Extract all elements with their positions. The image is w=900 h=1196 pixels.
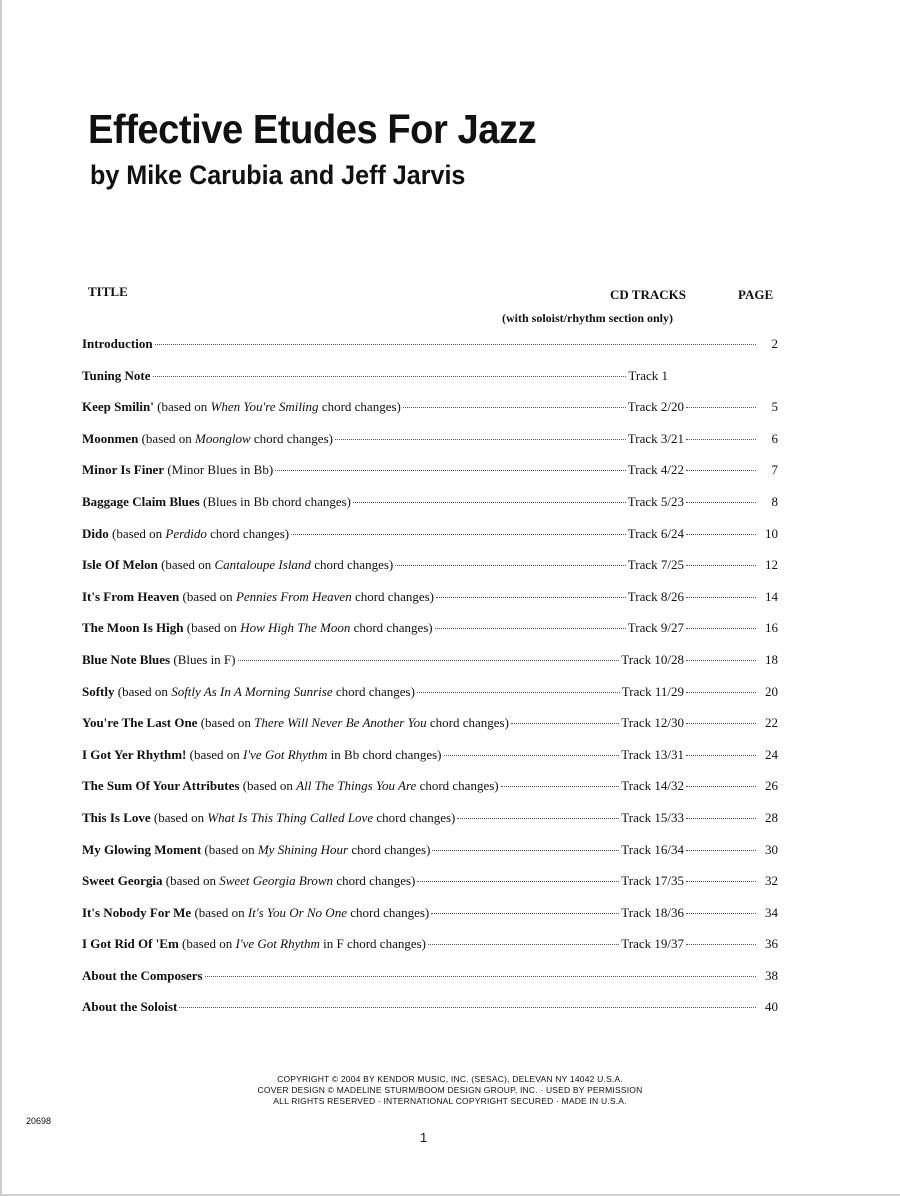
dot-leader xyxy=(686,439,756,440)
toc-entry-description: (based on xyxy=(108,525,166,541)
toc-page-number: 34 xyxy=(765,904,778,920)
toc-page-number: 14 xyxy=(765,588,778,604)
dot-leader xyxy=(403,407,626,408)
toc-entry xyxy=(82,842,430,858)
toc-track: Track 6/24 xyxy=(627,525,684,541)
toc-entry-description: (based on xyxy=(150,809,208,825)
toc-entry-description: chord changes) xyxy=(310,557,394,573)
toc-row xyxy=(82,494,778,526)
dot-leader xyxy=(432,850,619,851)
toc-row xyxy=(82,652,778,684)
toc-entry xyxy=(82,936,426,952)
dot-leader xyxy=(457,818,619,819)
toc-track: Track 9/27 xyxy=(627,620,684,636)
toc-entry xyxy=(82,747,442,763)
toc-row xyxy=(82,399,778,431)
toc-row xyxy=(82,557,778,589)
toc-entry-name: Isle Of Melon xyxy=(82,557,158,573)
toc-page-number: 2 xyxy=(771,336,778,351)
toc-row xyxy=(82,936,778,968)
toc-entry-description: in F chord changes) xyxy=(319,936,426,952)
toc-row xyxy=(82,431,778,463)
toc-entry-name: The Sum Of Your Attributes xyxy=(82,778,240,794)
dot-leader xyxy=(686,407,756,408)
toc-entry-description: chord changes) xyxy=(426,715,509,731)
toc-row xyxy=(82,715,778,747)
toc-track: Track 14/32 xyxy=(621,778,684,794)
toc-entry xyxy=(82,999,177,1015)
dot-leader xyxy=(353,502,626,503)
dot-leader xyxy=(291,534,626,535)
dot-leader xyxy=(686,850,756,851)
toc-track: Track 16/34 xyxy=(621,841,684,857)
toc-page-number: 10 xyxy=(765,525,778,541)
toc-row xyxy=(82,462,778,494)
toc-page-number: 36 xyxy=(765,936,778,952)
toc-row xyxy=(82,905,778,937)
toc-entry-description: chord changes) xyxy=(346,904,430,920)
toc-row xyxy=(82,999,778,1031)
toc-entry-name: Softly xyxy=(82,683,115,699)
dot-leader xyxy=(501,786,620,787)
toc-entry-description: (based on xyxy=(183,620,241,636)
toc-entry xyxy=(82,968,203,984)
toc-page-number: 22 xyxy=(765,715,778,731)
toc-entry-description: (Minor Blues in Bb) xyxy=(164,462,274,478)
toc-track: Track 11/29 xyxy=(621,683,684,699)
toc-row xyxy=(82,684,778,716)
toc-row xyxy=(82,336,778,368)
toc-entry-name: Dido xyxy=(82,525,109,541)
copyright-line: ALL RIGHTS RESERVED · INTERNATIONAL COPYRIGHT SECURED · MADE IN U.S.A. xyxy=(273,1096,627,1106)
toc-entry xyxy=(82,620,433,636)
toc-entry-source-tune: Softly As In A Morning Sunrise xyxy=(171,683,333,699)
toc-entry-description: (based on xyxy=(179,588,236,604)
dot-leader xyxy=(686,565,756,566)
toc-entry-source-tune: Moonglow xyxy=(195,430,251,446)
toc-entry-name: Moonmen xyxy=(82,430,139,446)
toc-entry-name: Introduction xyxy=(82,336,153,351)
toc-entry-source-tune: How High The Moon xyxy=(240,620,351,636)
toc-entry-source-tune: I've Got Rhythm xyxy=(235,936,320,952)
toc-track: Track 8/26 xyxy=(627,588,684,604)
toc-entry-source-tune: My Shining Hour xyxy=(257,841,349,857)
toc-track: Track 12/30 xyxy=(621,715,684,731)
dot-leader xyxy=(155,344,756,345)
toc-track: Track 13/31 xyxy=(621,746,684,762)
toc-row xyxy=(82,873,778,905)
catalog-number: 20698 xyxy=(26,1116,52,1126)
toc-row xyxy=(82,620,778,652)
toc-page-number: 30 xyxy=(765,841,778,857)
toc-entry-name: About the Composers xyxy=(82,967,203,983)
toc-entry-description: (based on xyxy=(162,873,220,889)
toc-entry-description: (Blues in Bb chord changes) xyxy=(199,493,352,509)
dot-leader xyxy=(417,692,620,693)
toc-page-number: 32 xyxy=(765,873,778,889)
toc-entry xyxy=(82,778,499,794)
dot-leader xyxy=(275,470,626,471)
toc-entry-name: Tuning Note xyxy=(82,367,151,383)
toc-entry-source-tune: All The Things You Are xyxy=(296,778,417,794)
dot-leader xyxy=(686,723,756,724)
dot-leader xyxy=(428,944,619,945)
book-title: Effective Etudes For Jazz xyxy=(88,106,537,152)
toc-page-number: 8 xyxy=(771,493,778,509)
toc-row xyxy=(82,589,778,621)
page-number: 1 xyxy=(420,1130,428,1145)
toc-entry-description: (based on xyxy=(153,399,211,415)
dot-leader xyxy=(238,660,620,661)
toc-row xyxy=(82,368,778,400)
toc-entry-source-tune: Cantaloupe Island xyxy=(214,557,311,573)
toc-entry-source-tune: Perdido xyxy=(165,525,207,541)
toc-track: Track 2/20 xyxy=(627,399,684,415)
copyright-notice xyxy=(0,1074,900,1107)
dot-leader xyxy=(436,597,626,598)
toc-entry-name: Baggage Claim Blues xyxy=(82,493,200,509)
toc-entry-name: My Glowing Moment xyxy=(82,841,202,857)
toc-entry-name: I Got Rid Of 'Em xyxy=(82,936,179,952)
toc-entry-name: It's From Heaven xyxy=(82,588,180,604)
toc-track: Track 15/33 xyxy=(621,809,684,825)
toc-entry-description: chord changes) xyxy=(416,778,499,794)
toc-page-number: 28 xyxy=(765,809,778,825)
toc-entry-source-tune: There Will Never Be Another You xyxy=(254,715,427,731)
toc-entry-description: chord changes) xyxy=(332,683,415,699)
toc-entry-description: chord changes) xyxy=(333,873,416,889)
toc-entry-description: chord changes) xyxy=(351,588,435,604)
toc-entry-description: (based on xyxy=(178,936,236,952)
toc-entry-source-tune: It's You Or No One xyxy=(247,904,347,920)
toc-entry-name: This Is Love xyxy=(82,809,151,825)
toc-entry xyxy=(82,589,434,605)
toc-entry-source-tune: Sweet Georgia Brown xyxy=(219,873,334,889)
toc-page-number: 16 xyxy=(765,620,778,636)
dot-leader xyxy=(511,723,619,724)
toc-entry-source-tune: I've Got Rhythm xyxy=(243,746,328,762)
toc-page-number: 18 xyxy=(765,651,778,667)
toc-entry-description: chord changes) xyxy=(318,399,401,415)
dot-leader xyxy=(444,755,620,756)
toc-page-number: 26 xyxy=(765,778,778,794)
toc-entry xyxy=(82,557,393,573)
toc-entry-source-tune: Pennies From Heaven xyxy=(235,588,352,604)
toc-page-number: 6 xyxy=(771,430,778,446)
toc-entry-description: chord changes) xyxy=(373,809,456,825)
scan-edge-left xyxy=(0,0,2,1196)
toc-track: Track 3/21 xyxy=(627,430,684,446)
toc-row xyxy=(82,778,778,810)
toc-entry-name: Sweet Georgia xyxy=(82,873,163,889)
copyright-line: COPYRIGHT © 2004 BY KENDOR MUSIC, INC. (SESAC), DELEVAN NY 14042 U.S.A. xyxy=(277,1074,623,1084)
toc-entry-description: (based on xyxy=(157,557,215,573)
toc-row xyxy=(82,747,778,779)
toc-track: Track 17/35 xyxy=(621,873,684,889)
toc-track: Track 19/37 xyxy=(621,936,684,952)
dot-leader xyxy=(435,628,626,629)
toc-entry-name: Blue Note Blues xyxy=(82,651,171,667)
toc-entry xyxy=(82,399,401,415)
dot-leader xyxy=(153,376,627,377)
book-authors: by Mike Carubia and Jeff Jarvis xyxy=(90,160,466,190)
toc-entry-name: You're The Last One xyxy=(82,715,198,731)
dot-leader xyxy=(686,470,756,471)
toc-entry xyxy=(82,905,429,921)
toc-track: Track 1 xyxy=(628,367,668,383)
toc-page-number: 40 xyxy=(765,999,778,1015)
toc-entry xyxy=(82,652,236,668)
dot-leader xyxy=(431,913,619,914)
toc-page-number: 12 xyxy=(765,557,778,573)
toc-entry-description: (based on xyxy=(197,715,255,731)
toc-row xyxy=(82,526,778,558)
dot-leader xyxy=(686,818,756,819)
toc-entry-description: chord changes) xyxy=(350,620,433,636)
toc-entry xyxy=(82,810,455,826)
column-header-note: (with soloist/rhythm section only) xyxy=(502,311,673,325)
toc-track: Track 18/36 xyxy=(621,904,684,920)
dot-leader xyxy=(686,913,756,914)
toc-row xyxy=(82,810,778,842)
toc-entry-description: (based on xyxy=(239,778,297,794)
dot-leader xyxy=(686,692,756,693)
column-header-page: PAGE xyxy=(738,287,774,302)
toc-entry xyxy=(82,368,151,384)
toc-entry-description: chord changes) xyxy=(206,525,290,541)
toc-entry-name: Minor Is Finer xyxy=(82,462,165,478)
toc-page-number: 24 xyxy=(765,746,778,762)
dot-leader xyxy=(686,786,756,787)
toc-entry-description: (based on xyxy=(191,904,248,920)
toc-entry xyxy=(82,431,333,447)
toc-entry-description: chord changes) xyxy=(250,430,333,446)
toc-entry-description: chord changes) xyxy=(348,841,431,857)
toc-row xyxy=(82,968,778,1000)
toc-page-number: 38 xyxy=(765,967,778,983)
dot-leader xyxy=(686,534,756,535)
toc-page-number: 7 xyxy=(771,462,778,478)
toc-entry-name: About the Soloist xyxy=(82,999,178,1015)
toc-entry-name: I Got Yer Rhythm! xyxy=(82,746,187,762)
dot-leader xyxy=(686,502,756,503)
toc-page-number: 5 xyxy=(771,399,778,415)
dot-leader xyxy=(686,755,756,756)
dot-leader xyxy=(335,439,626,440)
toc-entry-description: in Bb chord changes) xyxy=(327,746,442,762)
copyright-line: COVER DESIGN © MADELINE STURM/BOOM DESIGN GROUP, INC. · USED BY PERMISSION xyxy=(257,1085,643,1095)
table-of-contents xyxy=(82,336,778,1031)
toc-entry-source-tune: What Is This Thing Called Love xyxy=(207,809,374,825)
toc-entry-description: (based on xyxy=(138,430,196,446)
dot-leader xyxy=(686,944,756,945)
toc-entry xyxy=(82,684,415,700)
dot-leader xyxy=(686,628,756,629)
toc-track: Track 4/22 xyxy=(627,462,684,478)
column-header-cd-tracks: CD TRACKS xyxy=(610,287,686,302)
toc-track: Track 5/23 xyxy=(627,493,684,509)
toc-entry-description: (based on xyxy=(186,746,244,762)
toc-track: Track 7/25 xyxy=(627,557,684,573)
dot-leader xyxy=(686,660,756,661)
toc-page-number: 20 xyxy=(765,683,778,699)
toc-entry-source-tune: When You're Smiling xyxy=(210,399,319,415)
toc-entry-name: It's Nobody For Me xyxy=(82,904,192,920)
dot-leader xyxy=(417,881,619,882)
dot-leader xyxy=(686,597,756,598)
toc-entry xyxy=(82,494,351,510)
toc-entry-description: (based on xyxy=(201,841,258,857)
toc-track: Track 10/28 xyxy=(621,651,684,667)
dot-leader xyxy=(686,881,756,882)
dot-leader xyxy=(179,1007,756,1008)
toc-entry-name: Keep Smilin' xyxy=(82,399,154,415)
toc-entry-name: The Moon Is High xyxy=(82,620,184,636)
toc-row xyxy=(82,842,778,874)
toc-entry xyxy=(82,526,289,542)
column-header-title: TITLE xyxy=(88,284,128,299)
toc-entry xyxy=(82,873,415,889)
toc-entry-description: (Blues in F) xyxy=(170,651,236,667)
toc-entry-description: (based on xyxy=(114,683,172,699)
toc-entry xyxy=(82,462,273,478)
toc-entry xyxy=(82,336,153,352)
dot-leader xyxy=(395,565,626,566)
toc-entry xyxy=(82,715,509,731)
dot-leader xyxy=(205,976,756,977)
